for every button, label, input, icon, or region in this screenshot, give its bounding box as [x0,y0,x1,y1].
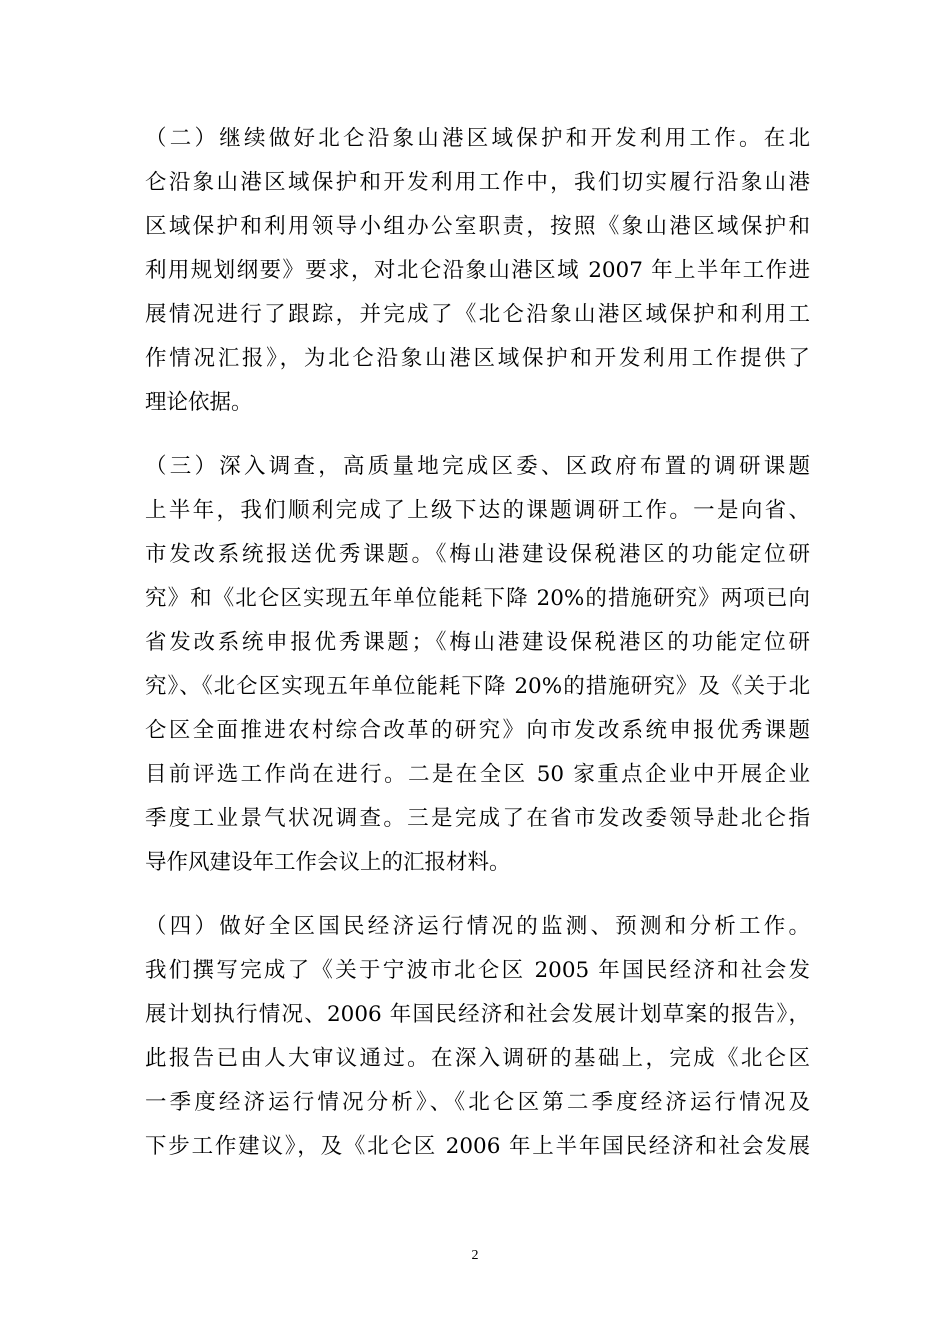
text-line: 理论依据。 [145,390,253,415]
text-line: 区域保护和利用领导小组办公室职责，按照《象山港区域保护和 [145,214,810,239]
text-line: （四）做好全区国民经济运行情况的监测、预测和分析工作。 [145,914,810,939]
text-line: 目前评选工作尚在进行。二是在全区 50 家重点企业中开展企业 [145,762,810,787]
text-line: 我们撰写完成了《关于宁波市北仑区 2005 年国民经济和社会发 [145,958,810,983]
text-line: 究》和《北仑区实现五年单位能耗下降 20%的措施研究》两项已向 [145,586,810,611]
text-line: 季度工业景气状况调查。三是完成了在省市发改委领导赴北仑指 [145,806,810,831]
page-number: 2 [471,1248,479,1263]
text-line: 此报告已由人大审议通过。在深入调研的基础上，完成《北仑区 [145,1046,810,1071]
text-line: 利用规划纲要》要求，对北仑沿象山港区域 2007 年上半年工作进 [145,258,810,283]
text-line: 一季度经济运行情况分析》、《北仑区第二季度经济运行情况及 [145,1090,810,1115]
text-line: 展计划执行情况、2006 年国民经济和社会发展计划草案的报告》， [145,1002,810,1027]
text-line: 仑沿象山港区域保护和开发利用工作中，我们切实履行沿象山港 [145,170,810,195]
text-line: （二）继续做好北仑沿象山港区域保护和开发利用工作。在北 [145,126,810,151]
text-line: 市发改系统报送优秀课题。《梅山港建设保税港区的功能定位研 [145,542,810,567]
text-line: 下步工作建议》，及《北仑区 2006 年上半年国民经济和社会发展 [145,1134,810,1159]
text-line: （三）深入调查，高质量地完成区委、区政府布置的调研课题 [145,454,810,479]
text-line: 仑区全面推进农村综合改革的研究》向市发改系统申报优秀课题 [145,718,810,743]
text-line: 导作风建设年工作会议上的汇报材料。 [145,850,511,875]
text-line: 省发改系统申报优秀课题；《梅山港建设保税港区的功能定位研 [145,630,810,655]
text-line: 展情况进行了跟踪，并完成了《北仑沿象山港区域保护和利用工 [145,302,810,327]
text-line: 上半年，我们顺利完成了上级下达的课题调研工作。一是向省、 [145,498,810,523]
text-line: 究》、《北仑区实现五年单位能耗下降 20%的措施研究》及《关于北 [145,674,810,699]
text-line: 作情况汇报》，为北仑沿象山港区域保护和开发利用工作提供了 [145,346,810,371]
